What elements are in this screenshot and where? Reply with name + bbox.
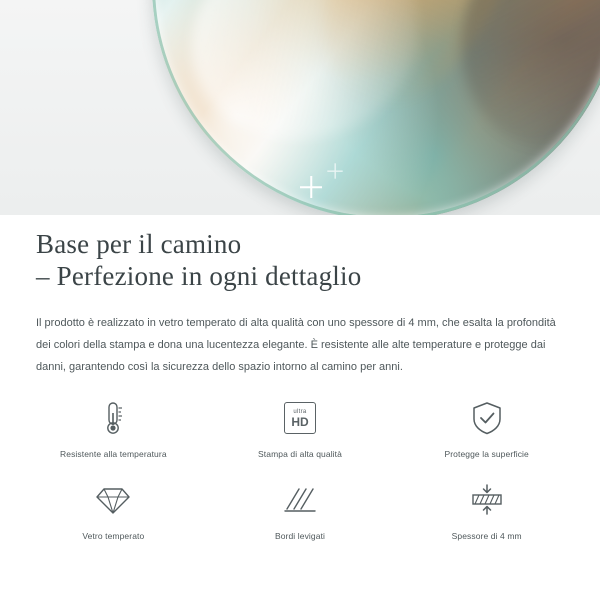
- feature-item-tempered-glass: [20, 477, 207, 541]
- description-paragraph: Il prodotto è realizzato in vetro temperato di alta qualità con uno spessore di 4 mm, che esalta la profondità dei colori della stampa e dona una lucentezza elegante. È resistente alle alte temperature e protegge dai danni, garantendo così la sicurezza dello spazio intorno al camino per anni.: [36, 317, 556, 373]
- ultra-hd-icon: ultra HD: [284, 395, 316, 441]
- page-title: [36, 228, 576, 292]
- feature-grid: [20, 395, 580, 541]
- feature-item-polished-edges: [207, 477, 394, 541]
- headline-line-1: Base per il camino: [36, 229, 242, 259]
- feature-label: Vetro temperato: [82, 531, 145, 541]
- feature-label: Bordi levigati: [274, 531, 326, 541]
- thermometer-icon: [96, 395, 130, 441]
- feature-label: Stampa di alta qualità: [258, 449, 342, 459]
- feature-label: Protegge la superficie: [444, 449, 529, 459]
- feature-item-thickness: [393, 477, 580, 541]
- description-text: [36, 312, 570, 378]
- polished-edges-icon: [283, 477, 317, 523]
- headline-line-2: – Perfezione in ogni dettaglio: [36, 261, 362, 291]
- feature-label: Resistente alla temperatura: [60, 449, 167, 459]
- thickness-icon: [469, 477, 505, 523]
- feature-item-print-quality: [207, 395, 394, 459]
- shield-check-icon: [470, 395, 504, 441]
- diamond-icon: [95, 477, 131, 523]
- glass-panel-product: [152, 0, 600, 215]
- feature-label: Spessore di 4 mm: [451, 531, 522, 541]
- feature-item-surface-protection: [393, 395, 580, 459]
- feature-item-temperature: [20, 395, 207, 459]
- hero-product-image: [0, 0, 600, 215]
